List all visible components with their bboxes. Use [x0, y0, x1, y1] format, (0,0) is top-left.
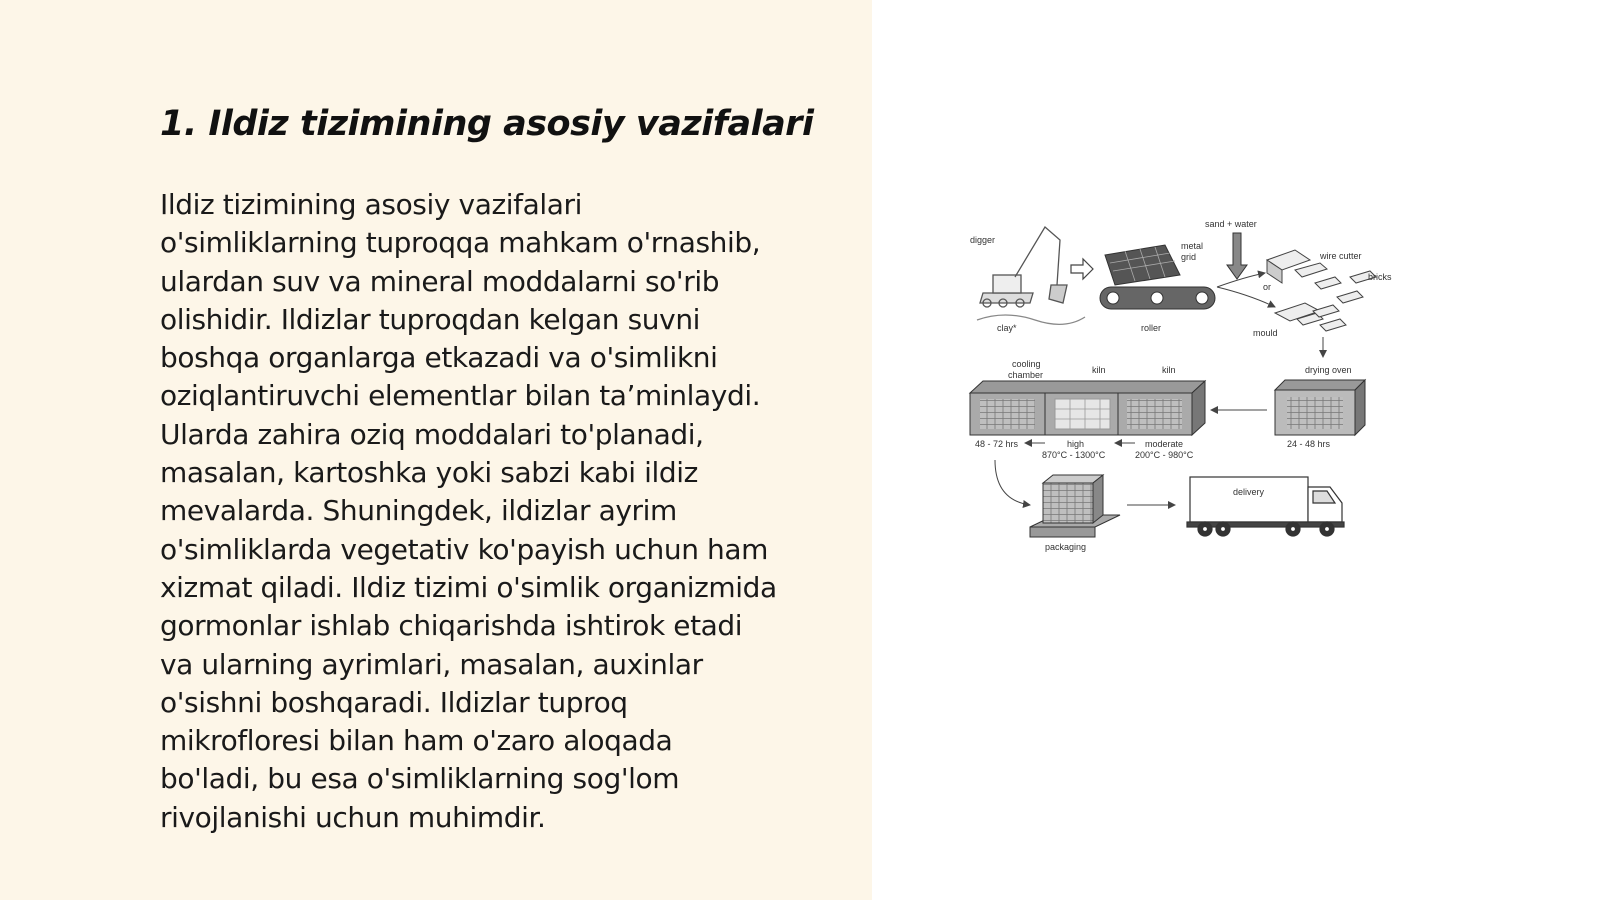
- roller-icon: [1100, 287, 1215, 309]
- mould-icon: [1275, 303, 1346, 331]
- label-delivery: delivery: [1233, 487, 1265, 497]
- label-clay: clay*: [997, 323, 1017, 333]
- label-moderate: moderate: [1145, 439, 1184, 449]
- label-drying-oven: drying oven: [1305, 365, 1352, 375]
- label-roller: roller: [1141, 323, 1162, 333]
- label-24-48-hrs: 24 - 48 hrs: [1287, 439, 1331, 449]
- label-sand-water: sand + water: [1205, 219, 1257, 229]
- brick-manufacturing-diagram: [970, 215, 1435, 555]
- label-48-72-hrs: 48 - 72 hrs: [975, 439, 1019, 449]
- drying-oven-icon: [1275, 380, 1365, 435]
- label-bricks: bricks: [1368, 272, 1392, 282]
- label-or: or: [1263, 282, 1272, 292]
- metal-grid-icon: [1105, 245, 1180, 285]
- label-moderate-temp: 200°C - 980°C: [1135, 450, 1194, 460]
- packaging-icon: [1030, 475, 1120, 537]
- label-chamber: chamber: [1008, 370, 1044, 380]
- label-grid: grid: [1181, 252, 1197, 262]
- label-metal: metal: [1181, 241, 1204, 251]
- label-high: high: [1067, 439, 1085, 449]
- label-wire-cutter: wire cutter: [1320, 251, 1362, 261]
- label-kiln-2: kiln: [1162, 365, 1176, 375]
- slide-title: 1. Ildiz tizimining asosiy vazifalari: [160, 104, 814, 144]
- label-packaging: packaging: [1045, 542, 1087, 552]
- label-kiln-1: kiln: [1092, 365, 1106, 375]
- kiln-chambers-icon: [970, 381, 1205, 435]
- delivery-truck-icon: [1187, 477, 1344, 536]
- label-high-temp: 870°C - 1300°C: [1042, 450, 1106, 460]
- label-cooling: cooling: [1012, 359, 1041, 369]
- process-arrow-8: [995, 460, 1030, 505]
- slide-body-text: Ildiz tizimining asosiy vazifalari o'simliklarning tuproqqa mahkam o'rnashib, ulardan suv va mineral moddalarni so'rib olishidir. Ildizlar tuproqdan kelgan suvni boshqa organlarga etkazadi va o'simlikni oziqlantiruvchi elementlar bilan ta’minlaydi. Ularda zahira oziq moddalari to'planadi, masalan, kartoshka yoki sabzi kabi ildiz mevalarda. Shuningdek, ildizlar ayrim o'simliklarda vegetativ ko'payish uchun ham xizmat qiladi. Ildiz tizimi o'simlik organizmida gormonlar ishlab chiqarishda ishtirok etadi va ularning ayrimlari, masalan, auxinlar o'sishni boshqaradi. Ildizlar tuproq mikrofloresi bilan ham o'zaro aloqada bo'ladi, bu esa o'simliklarning sog'lom rivojlanishi uchun muhimdir.: [160, 188, 777, 834]
- label-digger: digger: [970, 235, 996, 245]
- process-arrow-1: [1071, 259, 1093, 279]
- label-mould: mould: [1253, 328, 1278, 338]
- sand-water-arrow: [1227, 233, 1247, 279]
- process-arrow-2: [1217, 273, 1265, 287]
